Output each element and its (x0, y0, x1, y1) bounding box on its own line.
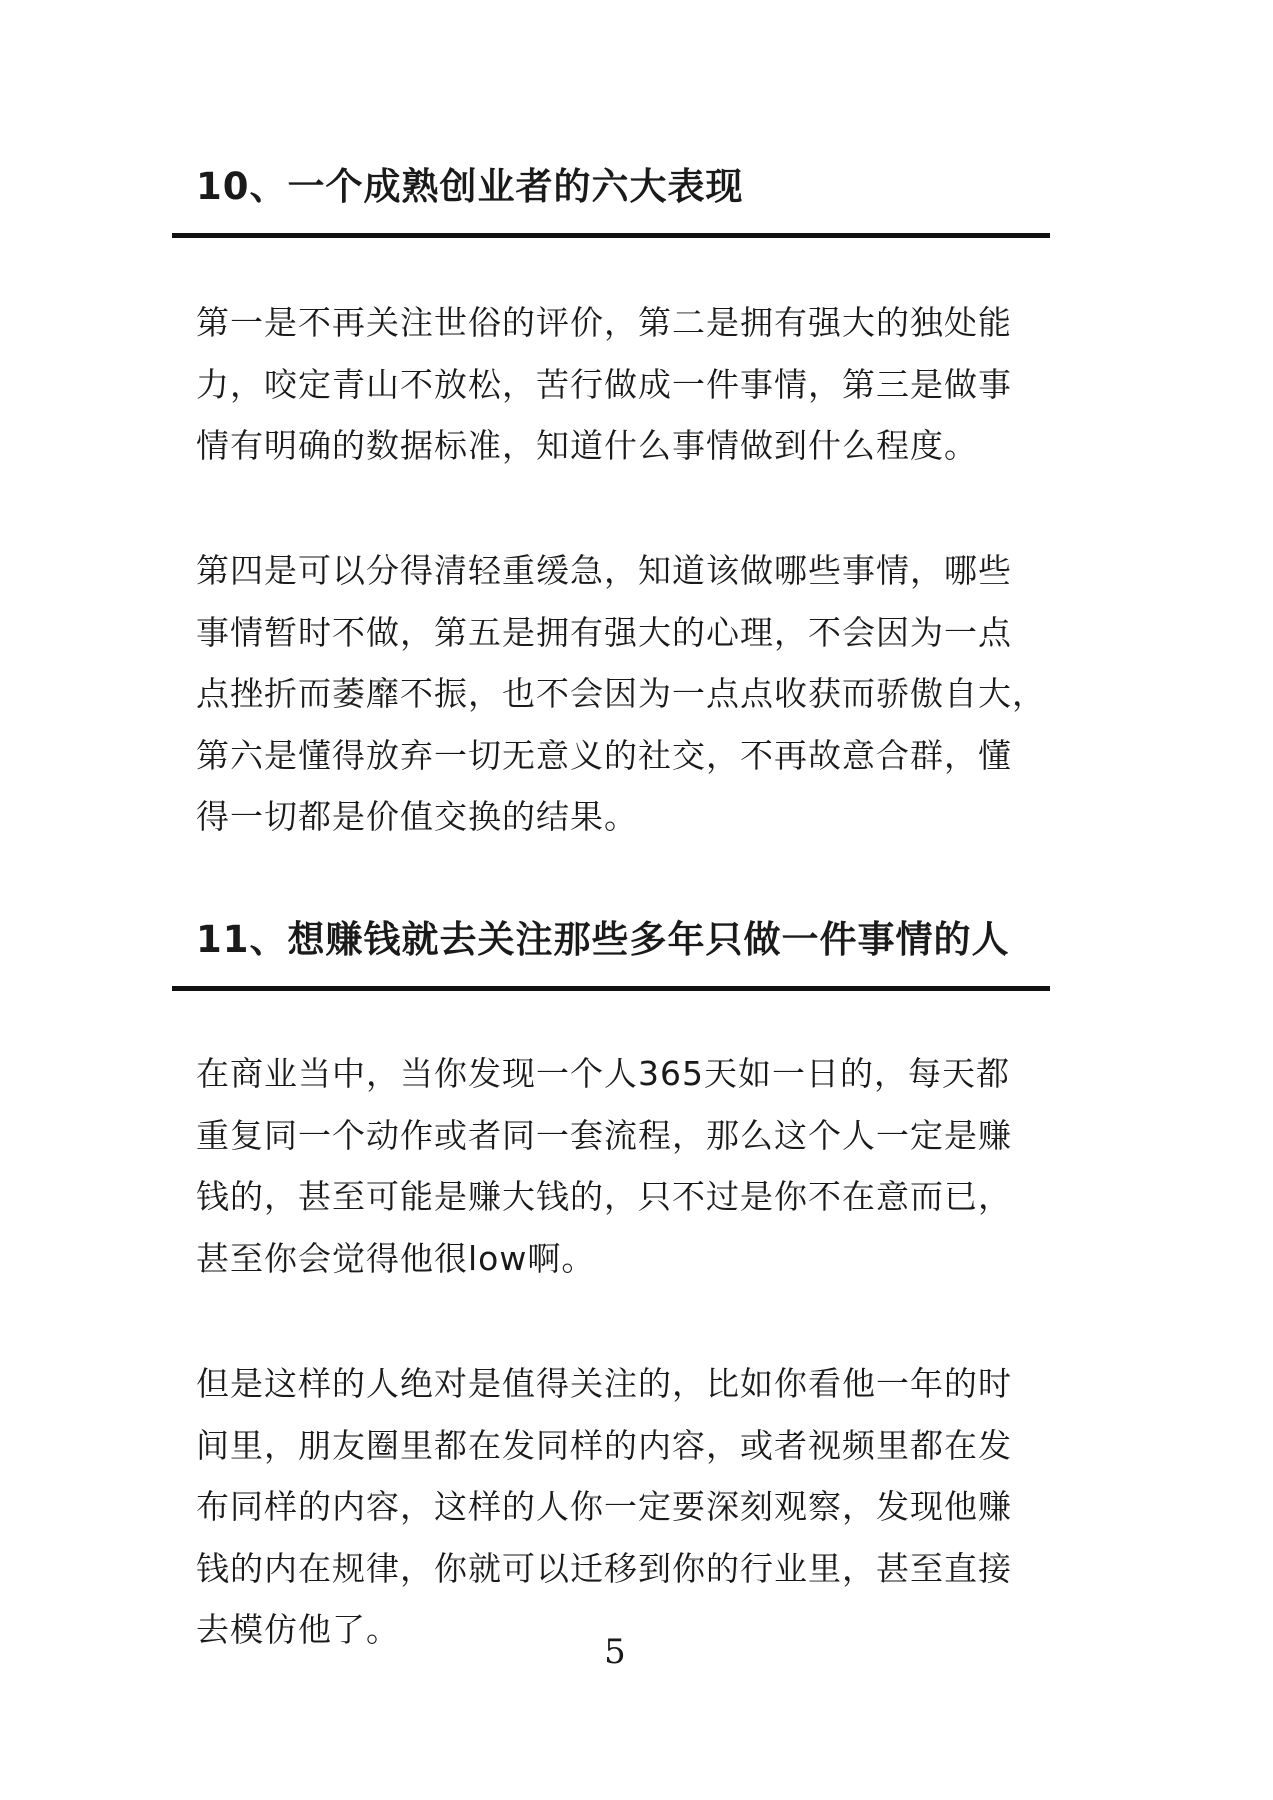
text-line: 甚至你会觉得他很low啊。 (196, 1238, 596, 1278)
text-line: 第一是不再关注世俗的评价，第二是拥有强大的独处能 (196, 303, 1012, 342)
section10-paragraph-1 (196, 292, 1056, 477)
text-line: 点挫折而萎靡不振，也不会因为一点点收获而骄傲自大， (196, 674, 1046, 713)
text-line: 事情暂时不做，第五是拥有强大的心理，不会因为一点 (196, 612, 1012, 652)
text-line: 间里，朋友圈里都在发同样的内容，或者视频里都在发 (196, 1425, 1012, 1465)
section-title-11: 11、想赚钱就去关注那些多年只做一件事情的人 (196, 918, 1010, 961)
text-line: 在商业当中，当你发现一个人365天如一日的，每天都 (196, 1054, 1010, 1093)
text-line: 力，咬定青山不放松，苦行做成一件事情，第三是做事 (196, 364, 1012, 404)
text-line: 第六是懂得放弃一切无意义的社交，不再故意合群，懂 (196, 735, 1012, 775)
text-line: 布同样的内容，这样的人你一定要深刻观察，发现他赚 (196, 1487, 1012, 1526)
section11-paragraph-1 (196, 1043, 1056, 1289)
section-divider-10 (172, 233, 1050, 238)
text-line: 情有明确的数据标准，知道什么事情做到什么程度。 (196, 426, 978, 465)
section11-paragraph-2 (196, 1353, 1056, 1661)
section10-paragraph-2 (196, 540, 1056, 848)
section-title-10: 10、一个成熟创业者的六大表现 (196, 165, 744, 208)
text-line: 得一切都是价值交换的结果。 (196, 797, 638, 836)
text-line: 钱的内在规律，你就可以迁移到你的行业里，甚至直接 (196, 1548, 1012, 1588)
page-number: 5 (604, 1632, 626, 1672)
text-line: 去模仿他了。 (196, 1610, 400, 1649)
section-divider-11 (172, 986, 1050, 991)
text-line: 重复同一个动作或者同一套流程，那么这个人一定是赚 (196, 1115, 1012, 1155)
text-line: 钱的，甚至可能是赚大钱的，只不过是你不在意而已， (196, 1177, 1012, 1216)
text-line: 第四是可以分得清轻重缓急，知道该做哪些事情，哪些 (196, 551, 1012, 590)
text-line: 但是这样的人绝对是值得关注的，比如你看他一年的时 (196, 1364, 1012, 1403)
